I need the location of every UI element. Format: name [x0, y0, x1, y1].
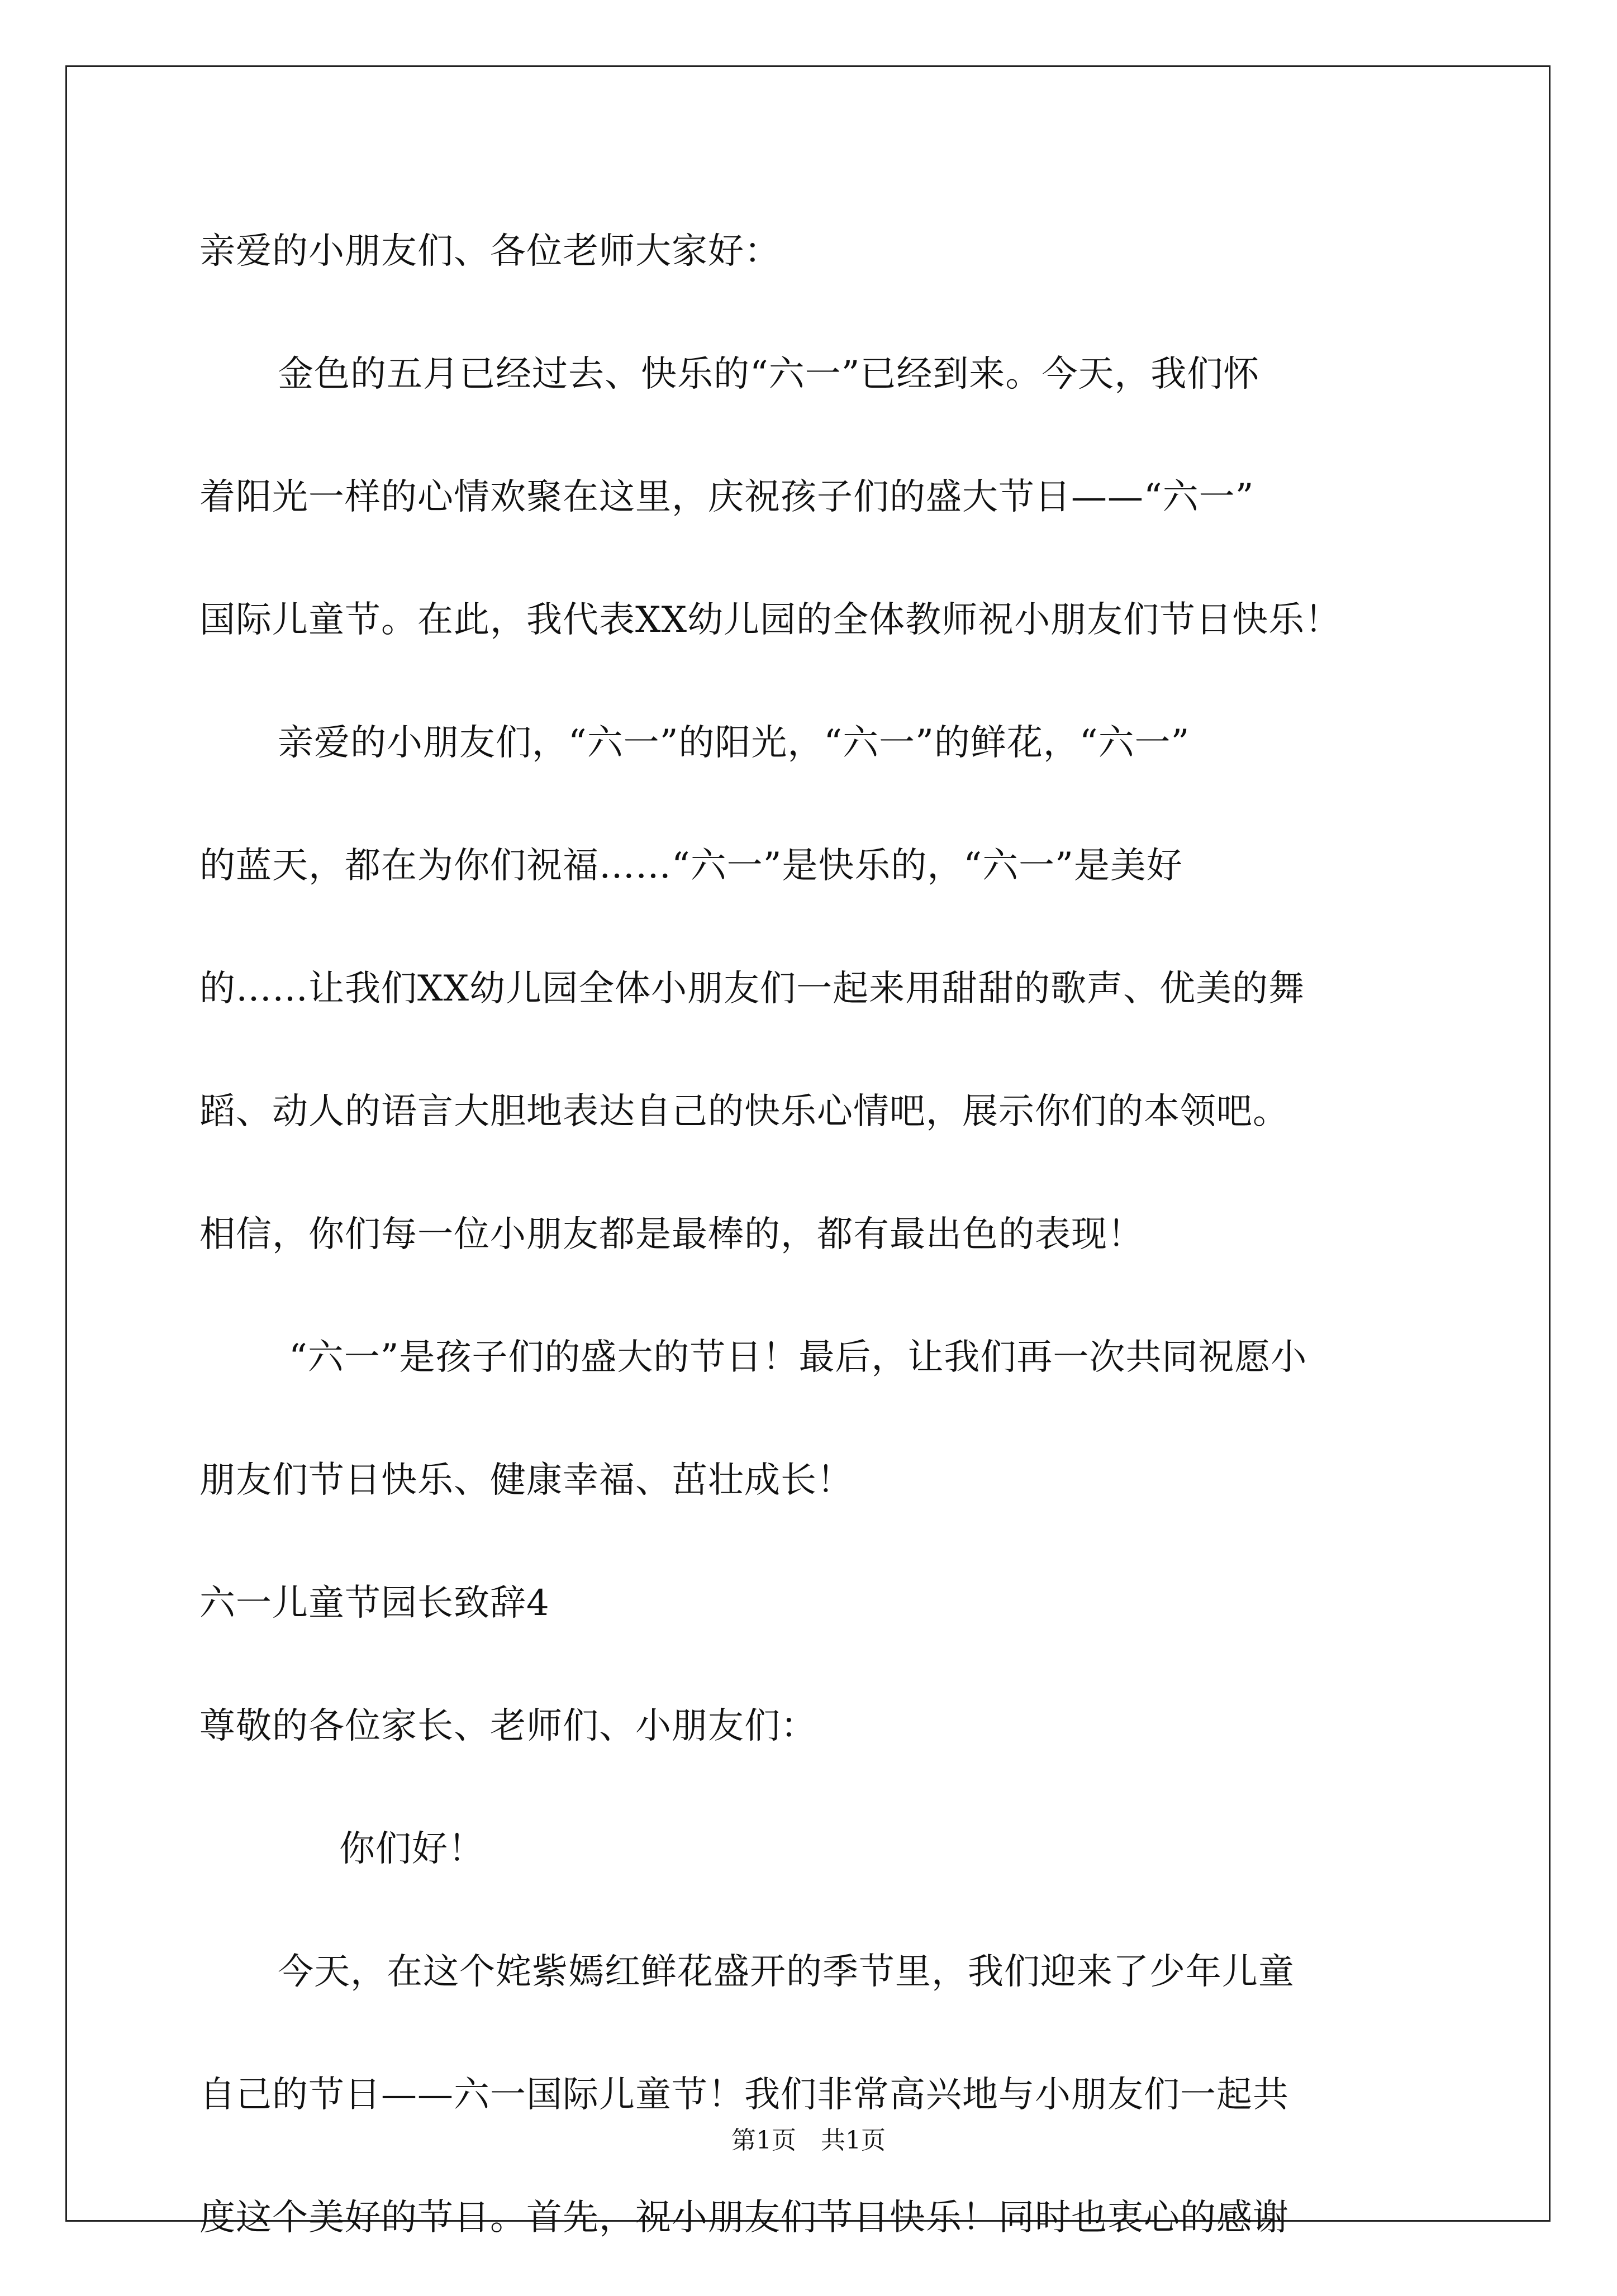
text-line: 国际儿童节。在此，我代表XX幼儿园的全体教师祝小朋友们节日快乐！	[199, 599, 1342, 641]
text-line: 你们好！	[339, 1828, 484, 1870]
document-body	[199, 207, 1423, 2296]
text-line: 自己的节日——六一国际儿童节！我们非常高兴地与小朋友们一起共	[199, 2074, 1289, 2116]
section-heading: 六一儿童节园长致辞4	[199, 1583, 550, 1624]
text-line: 着阳光一样的心情欢聚在这里，庆祝孩子们的盛大节日——“六一”	[199, 477, 1254, 518]
text-line: 亲爱的小朋友们，“六一”的阳光，“六一”的鲜花，“六一”	[278, 722, 1190, 764]
text-line: 相信，你们每一位小朋友都是最棒的，都有最出色的表现！	[199, 1214, 1144, 1255]
page-footer: 第1页 共1页	[731, 2126, 886, 2155]
text-line: 金色的五月已经过去、快乐的“六一”已经到来。今天，我们怀	[278, 354, 1260, 395]
text-line: 朋友们节日快乐、健康幸福、茁壮成长！	[199, 1460, 853, 1501]
text-line: 今天，在这个姹紫嫣红鲜花盛开的季节里，我们迎来了少年儿童	[278, 1951, 1295, 1993]
text-line: 亲爱的小朋友们、各位老师大家好：	[199, 231, 781, 272]
text-line: 的蓝天，都在为你们祝福……“六一”是快乐的，“六一”是美好	[199, 845, 1183, 887]
text-line: 蹈、动人的语言大胆地表达自己的快乐心情吧，展示你们的本领吧。	[199, 1091, 1289, 1132]
text-line: “六一”是孩子们的盛大的节日！最后，让我们再一次共同祝愿小	[289, 1337, 1307, 1378]
text-line: 的……让我们XX幼儿园全体小朋友们一起来用甜甜的歌声、优美的舞	[199, 968, 1305, 1009]
text-line: 尊敬的各位家长、老师们、小朋友们：	[199, 1706, 817, 1747]
text-line: 度这个美好的节日。首先，祝小朋友们节日快乐！同时也衷心的感谢	[199, 2197, 1289, 2238]
